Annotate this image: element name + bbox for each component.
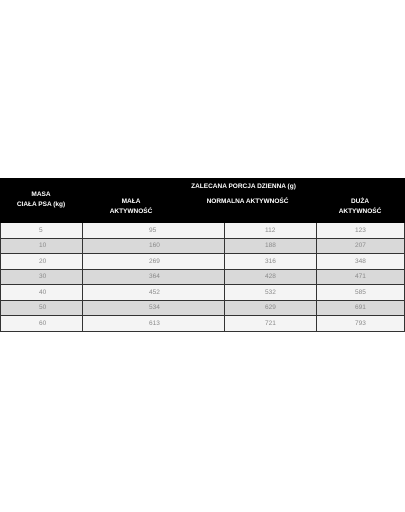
header-body-mass-line2: CIAŁA PSA (kg) [16,201,66,208]
table-row [1,270,405,286]
cell-body-mass: 30 [1,270,83,285]
cell-low-activity: 613 [83,316,225,331]
cell-high-activity: 348 [317,254,405,269]
header-body-mass-line1: MASA [31,191,51,198]
cell-high-activity: 471 [317,270,405,285]
cell-low-activity: 95 [83,223,225,238]
cell-low-activity: 269 [83,254,225,269]
header-body-mass [0,190,82,210]
header-daily-portion: ZALECANA PORCJA DZIENNA (g) [191,183,296,190]
cell-high-activity: 691 [317,301,405,316]
cell-normal-activity: 428 [225,270,317,285]
header-high-activity-line1: DUŻA [350,198,370,205]
table-row [1,254,405,270]
table-row [1,301,405,317]
header-high-activity [315,197,405,217]
header-low-activity-line2: AKTYWNOŚĆ [109,208,153,215]
feeding-table [0,178,405,332]
header-low-activity-line1: MAŁA [121,198,141,205]
table-header [0,178,405,223]
cell-normal-activity: 316 [225,254,317,269]
cell-normal-activity: 629 [225,301,317,316]
header-low-activity [82,197,180,217]
cell-normal-activity: 188 [225,239,317,254]
table-row [1,316,405,332]
cell-high-activity: 585 [317,285,405,300]
cell-body-mass: 20 [1,254,83,269]
cell-normal-activity: 721 [225,316,317,331]
cell-high-activity: 793 [317,316,405,331]
table-row [1,239,405,255]
table-row [1,285,405,301]
cell-high-activity: 123 [317,223,405,238]
cell-body-mass: 60 [1,316,83,331]
cell-body-mass: 50 [1,301,83,316]
cell-low-activity: 364 [83,270,225,285]
cell-low-activity: 160 [83,239,225,254]
cell-high-activity: 207 [317,239,405,254]
header-normal-activity: NORMALNA AKTYWNOŚĆ [206,198,289,205]
header-high-activity-line2: AKTYWNOŚĆ [338,208,382,215]
cell-low-activity: 452 [83,285,225,300]
cell-body-mass: 40 [1,285,83,300]
table-row [1,223,405,239]
cell-normal-activity: 532 [225,285,317,300]
table-body [0,223,405,332]
cell-body-mass: 5 [1,223,83,238]
cell-body-mass: 10 [1,239,83,254]
cell-low-activity: 534 [83,301,225,316]
cell-normal-activity: 112 [225,223,317,238]
